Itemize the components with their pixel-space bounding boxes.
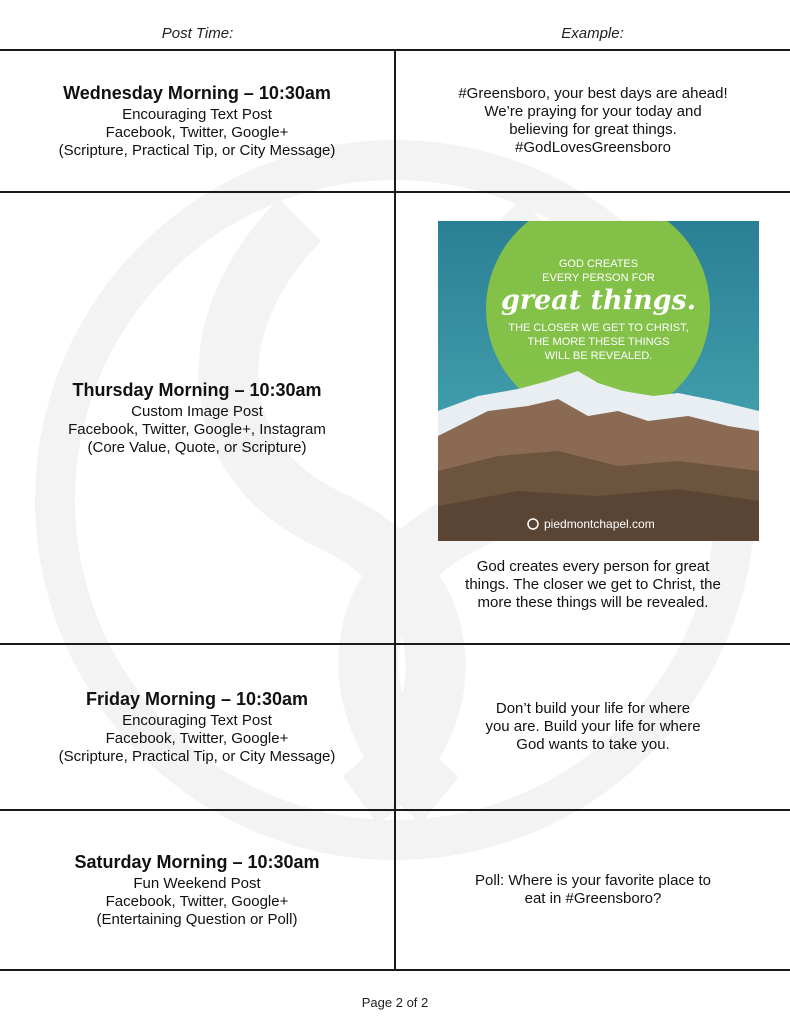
example-text-line: Don’t build your life for where [495,700,691,717]
example-cell [396,811,790,969]
example-text-line: you are. Build your life for where [485,718,701,735]
example-text-line: Poll: Where is your favorite place to [475,872,711,889]
brand-url: piedmontchapel.com [544,517,655,531]
post-time-title: Wednesday Morning – 10:30am [63,82,331,103]
custom-image-post [438,221,759,541]
image-text-line: EVERY PERSON FOR [542,272,655,284]
example-text-line: #Greensboro, your best days are ahead! [458,85,728,102]
post-time-title: Saturday Morning – 10:30am [74,851,320,872]
image-text-line: THE MORE THESE THINGS [527,336,670,348]
page-number: Page 2 of 2 [361,995,429,1010]
post-type: Encouraging Text Post [122,105,272,123]
post-time-cell [0,51,394,191]
post-time-cell [0,645,394,809]
example-text-line: We’re praying for your today and [484,103,702,120]
post-content-type: (Entertaining Question or Poll) [96,910,298,928]
image-script-text: great things. [500,285,697,316]
example-text-line: God wants to take you. [516,736,670,753]
example-text-line: God creates every person for great [476,558,710,575]
example-text-line: believing for great things. [509,121,677,138]
image-text-line: WILL BE REVEALED. [544,350,653,362]
post-type: Fun Weekend Post [133,874,261,892]
post-platforms: Facebook, Twitter, Google+, Instagram [68,420,326,438]
image-text-line: GOD CREATES [558,258,639,270]
header-post-time: Post Time: [161,25,234,42]
post-platforms: Facebook, Twitter, Google+ [105,892,289,910]
post-time-title: Friday Morning – 10:30am [85,688,309,709]
header-example: Example: [561,25,624,42]
post-platforms: Facebook, Twitter, Google+ [105,729,289,747]
post-time-title: Thursday Morning – 10:30am [72,379,322,400]
post-content-type: (Scripture, Practical Tip, or City Message) [58,747,336,765]
post-content-type: (Core Value, Quote, or Scripture) [87,438,307,456]
post-type: Custom Image Post [131,402,263,420]
example-text-line: #GodLovesGreensboro [515,139,671,156]
example-cell [396,51,790,191]
post-content-type: (Scripture, Practical Tip, or City Message) [58,141,336,159]
image-text-line: THE CLOSER WE GET TO CHRIST, [508,322,689,334]
post-type: Encouraging Text Post [122,711,272,729]
example-cell [396,645,790,809]
example-text-line: things. The closer we get to Christ, the [465,576,721,593]
post-platforms: Facebook, Twitter, Google+ [105,123,289,141]
example-text-line: more these things will be revealed. [477,594,709,611]
example-text-line: eat in #Greensboro? [524,890,662,907]
post-time-cell [0,193,394,643]
post-time-cell [0,811,394,969]
example-caption [396,555,790,615]
